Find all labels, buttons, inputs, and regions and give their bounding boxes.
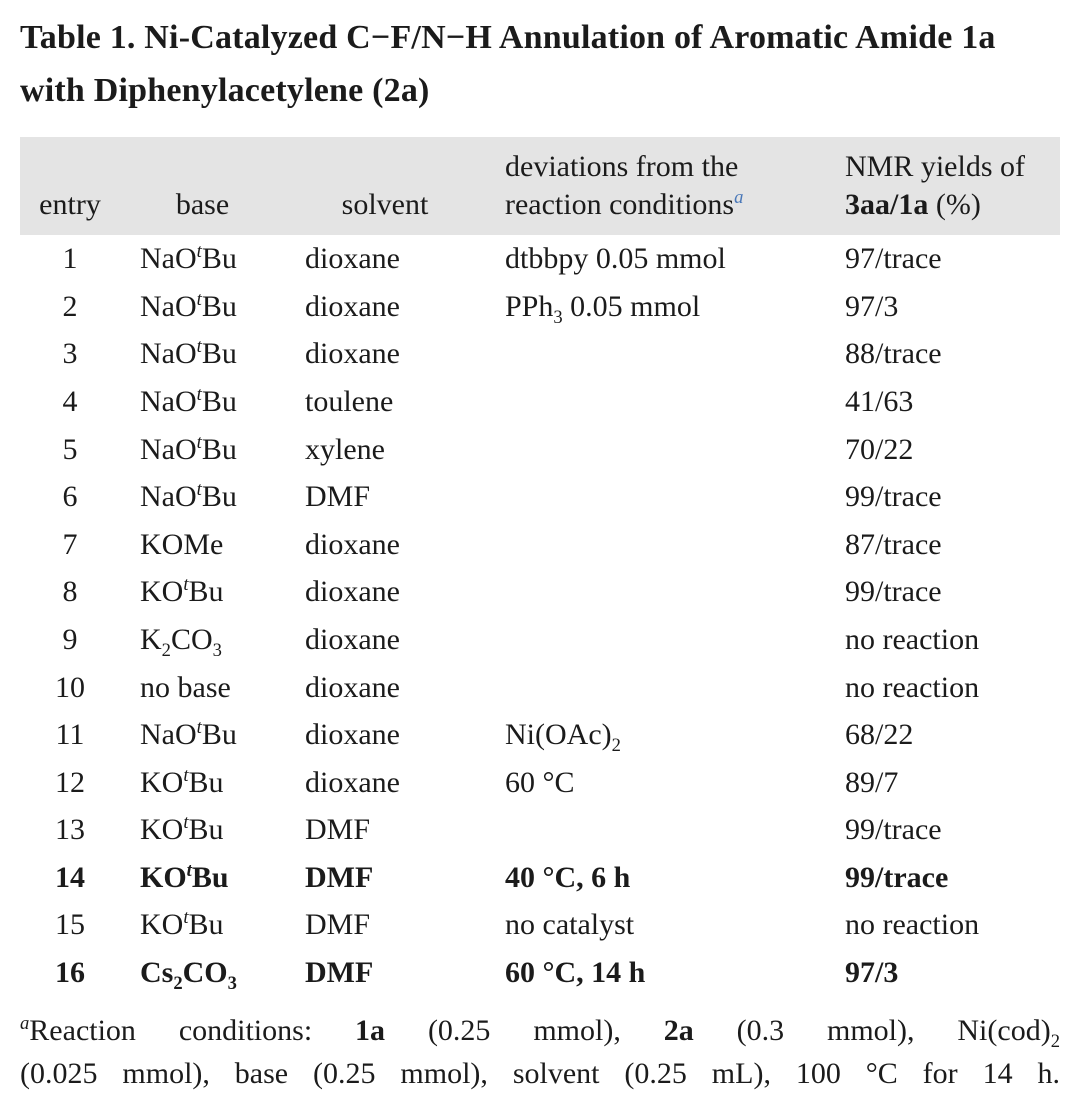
table-header-row bbox=[20, 137, 1060, 235]
cell-entry: 8 bbox=[62, 575, 78, 609]
cell-base: KOMe bbox=[140, 527, 224, 561]
header-cell-solvent: solvent bbox=[285, 137, 485, 235]
table-body bbox=[20, 235, 1060, 997]
cell-entry: 12 bbox=[55, 765, 85, 799]
cell-solvent: xylene bbox=[305, 432, 385, 466]
table-row bbox=[20, 711, 1060, 759]
cell-solvent: toulene bbox=[305, 384, 394, 418]
cell-deviations bbox=[485, 521, 825, 569]
table-row bbox=[20, 473, 1060, 521]
table-footnote bbox=[20, 1009, 1060, 1096]
table-row bbox=[20, 949, 1060, 997]
cell-solvent: DMF bbox=[305, 860, 374, 894]
cell-yields: 99/trace bbox=[845, 480, 942, 514]
cell-yields: 97/trace bbox=[845, 242, 942, 276]
cell-solvent: dioxane bbox=[305, 670, 400, 704]
cell-yields: no reaction bbox=[845, 670, 980, 704]
cell-base: NaO$^t$Bu bbox=[140, 288, 237, 323]
cell-solvent: DMF bbox=[305, 480, 371, 514]
cell-base: $KO^tBu$ bbox=[140, 574, 224, 609]
cell-yields: 70/22 bbox=[845, 432, 914, 466]
cell-entry: 4 bbox=[62, 384, 78, 418]
table-row bbox=[20, 378, 1060, 426]
cell-deviations bbox=[485, 331, 825, 379]
cell-entry: 16 bbox=[55, 956, 85, 990]
header-cell-yields: NMR yields of 3aa/1a (%) bbox=[825, 137, 1060, 235]
table-row bbox=[20, 616, 1060, 664]
cell-deviations: dtbbpy 0.05 mmol bbox=[505, 242, 726, 276]
cell-deviations: PPh$_3$ 0.05 mmol bbox=[505, 289, 701, 328]
table-row bbox=[20, 283, 1060, 331]
cell-yields: 99/trace bbox=[845, 813, 942, 847]
cell-base: NaO$^t$Bu bbox=[140, 383, 237, 418]
cell-yields: 97/3 bbox=[845, 956, 899, 990]
cell-entry: 7 bbox=[62, 527, 78, 561]
cell-solvent: dioxane bbox=[305, 289, 400, 323]
table-row bbox=[20, 902, 1060, 950]
cell-yields: 97/3 bbox=[845, 289, 899, 323]
cell-yields: 99/trace bbox=[845, 575, 942, 609]
cell-yields: no reaction bbox=[845, 908, 980, 942]
table-title: Table 1. Ni-Catalyzed C−F/N−H Annulation of Aromatic Amide 1a with Diphenylacetylene (2a) bbox=[20, 19, 996, 109]
cell-solvent: DMF bbox=[305, 908, 371, 942]
table-row bbox=[20, 664, 1060, 712]
cell-deviations: $Ni(OAc)_2$ bbox=[505, 718, 621, 757]
cell-base: $KO^tBu$ bbox=[140, 812, 224, 847]
cell-base: $KO^tBu$ bbox=[140, 764, 224, 799]
cell-solvent: DMF bbox=[305, 956, 374, 990]
table-row bbox=[20, 569, 1060, 617]
cell-entry: 5 bbox=[62, 432, 78, 466]
cell-solvent: dioxane bbox=[305, 337, 400, 371]
table-row bbox=[20, 331, 1060, 379]
cell-solvent: DMF bbox=[305, 813, 371, 847]
cell-deviations bbox=[485, 616, 825, 664]
cell-deviations: 40 °C, 6 h bbox=[505, 860, 631, 894]
cell-deviations bbox=[485, 473, 825, 521]
cell-entry: 13 bbox=[55, 813, 85, 847]
cell-base: NaO$^t$Bu bbox=[140, 479, 237, 514]
cell-solvent: dioxane bbox=[305, 718, 400, 752]
results-table bbox=[20, 137, 1060, 997]
cell-solvent: dioxane bbox=[305, 527, 400, 561]
cell-base: $Cs_2CO_3$ bbox=[140, 956, 237, 995]
cell-deviations: no catalyst bbox=[505, 908, 635, 942]
cell-solvent: dioxane bbox=[305, 622, 400, 656]
cell-entry: 14 bbox=[55, 860, 85, 894]
cell-deviations bbox=[485, 807, 825, 855]
cell-yields: no reaction bbox=[845, 622, 980, 656]
cell-yields: 87/trace bbox=[845, 527, 942, 561]
cell-entry: 10 bbox=[55, 670, 85, 704]
cell-base: NaO$^t$Bu bbox=[140, 336, 237, 371]
cell-entry: 9 bbox=[62, 622, 78, 656]
cell-deviations bbox=[485, 426, 825, 474]
footnote-line-2: (0.025 mmol), base (0.25 mmol), solvent (0.25 mL), 100 °C for 14 h. bbox=[20, 1057, 1060, 1091]
cell-entry: 6 bbox=[62, 480, 78, 514]
cell-base: $K_2CO_3$ bbox=[140, 622, 222, 661]
header-cell-deviations: deviations from the reaction conditions$^a$ bbox=[485, 137, 825, 235]
cell-base: $KO^tBu$ bbox=[140, 859, 229, 894]
table-row bbox=[20, 854, 1060, 902]
cell-yields: 99/trace bbox=[845, 860, 949, 894]
table-row bbox=[20, 807, 1060, 855]
cell-deviations bbox=[485, 664, 825, 712]
cell-deviations bbox=[485, 569, 825, 617]
cell-entry: 1 bbox=[62, 242, 78, 276]
cell-deviations: 60 °C, 14 h bbox=[505, 956, 646, 990]
cell-solvent: dioxane bbox=[305, 575, 400, 609]
cell-base: $KO^tBu$ bbox=[140, 907, 224, 942]
table-row bbox=[20, 521, 1060, 569]
cell-yields: 88/trace bbox=[845, 337, 942, 371]
cell-entry: 2 bbox=[62, 289, 78, 323]
cell-base: NaO$^t$Bu bbox=[140, 717, 237, 752]
cell-entry: 11 bbox=[55, 718, 85, 752]
table-row bbox=[20, 426, 1060, 474]
cell-base: NaO$^t$Bu bbox=[140, 431, 237, 466]
cell-solvent: dioxane bbox=[305, 242, 400, 276]
table-row bbox=[20, 235, 1060, 283]
header-cell-entry: entry bbox=[20, 137, 120, 235]
cell-solvent: dioxane bbox=[305, 765, 400, 799]
cell-yields: 68/22 bbox=[845, 718, 914, 752]
cell-yields: 41/63 bbox=[845, 384, 914, 418]
cell-entry: 15 bbox=[55, 908, 85, 942]
cell-deviations bbox=[485, 378, 825, 426]
footnote-line-1: $^a$Reaction conditions: 1a (0.25 mmol), 2a (0.3 mmol), $Ni(cod)_2$ bbox=[20, 1012, 1060, 1052]
table-header bbox=[20, 137, 1060, 235]
cell-base: NaO$^t$Bu bbox=[140, 241, 237, 276]
cell-yields: 89/7 bbox=[845, 765, 899, 799]
table-row bbox=[20, 759, 1060, 807]
cell-entry: 3 bbox=[62, 337, 78, 371]
cell-deviations: 60 °C bbox=[505, 765, 575, 799]
cell-base: no base bbox=[140, 670, 231, 704]
header-cell-base: base bbox=[120, 137, 285, 235]
